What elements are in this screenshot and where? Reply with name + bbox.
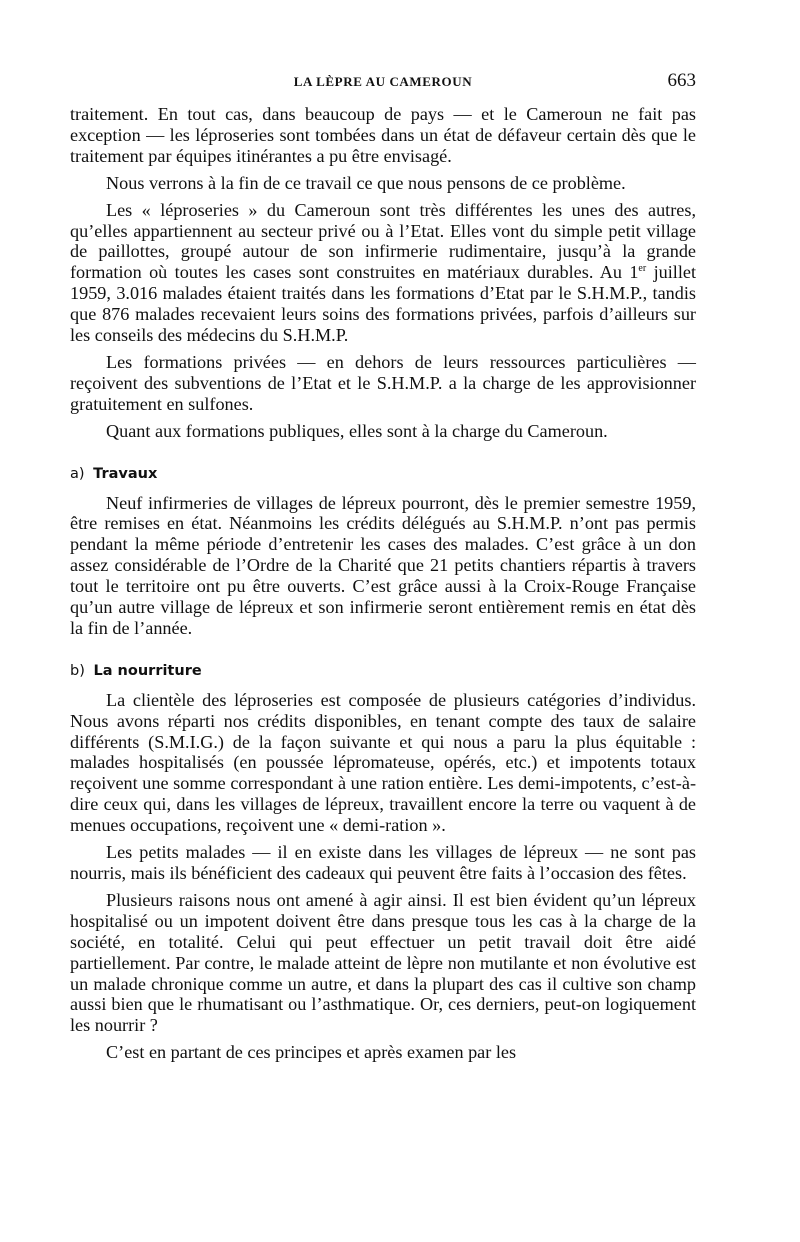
section-heading-travaux (70, 464, 696, 485)
paragraph-text: juillet 1959, 3.016 malades étaient traités dans les formations d’Etat par le S.H.M.P., tandis que 876 malades recevaient leurs soins des formations privées, parfois d’ailleurs sur les conseils des médecins du S.H.M.P. (70, 262, 696, 346)
section-letter: a) (70, 465, 85, 482)
section-letter: b) (70, 662, 85, 679)
paragraph: La clientèle des léproseries est composée de plusieurs catégories d’individus. Nous avons réparti nos crédits disponibles, en tenant compte des taux de salaire différents (S.M.I.G.) de la façon suivante et qui nous a paru la plus équitable : malades hospitalisés (en poussée lépromateuse, opérés, etc.) et impotents totaux reçoivent une somme correspondant à une ration entière. Les demi-impotents, c’est-à-dire ceux qui, dans les villages de lépreux, travaillent encore la terre ou vaquent à de menues occupations, reçoivent une « demi-ration ». (70, 689, 696, 836)
paragraph: Plusieurs raisons nous ont amené à agir ainsi. Il est bien évident qu’un lépreux hospitalisé ou un impotent doivent être dans presque tous les cas à la charge de la société, en totalité. Celui qui peut effectuer un petit travail doit être aidé partiellement. Par contre, le malade atteint de lèpre non mutilante et non évolutive est un malade chronique comme un autre, et dans la plupart des cas il cultive son champ aussi bien que le rhumatisant ou l’asthmatique. Or, ces derniers, peut-on logiquement les nourrir ? (70, 889, 696, 1036)
paragraph (70, 200, 696, 346)
page-number: 663 (667, 70, 696, 91)
paragraph-text: Les « léproseries » du Cameroun sont très différentes les unes des autres, qu’elles appartiennent au secteur privé ou à l’Etat. Elles vont du simple petit village de paillottes, groupé autour de son infirmerie rudimentaire, jusqu’à la grande formation où toutes les cases sont construites en matériaux durables. Au 1 (70, 199, 696, 283)
section-title: La nourriture (93, 662, 202, 679)
section-title: Travaux (93, 465, 158, 482)
ordinal-superscript: er (638, 263, 647, 275)
running-title: LA LÈPRE AU CAMEROUN (293, 74, 473, 89)
section-heading-nourriture (70, 661, 696, 682)
body-text (70, 104, 696, 1069)
paragraph: Quant aux formations publiques, elles sont à la charge du Cameroun. (106, 420, 608, 441)
paragraph: Nous verrons à la fin de ce travail ce que nous pensons de ce problème. (106, 172, 626, 193)
paragraph: Les formations privées — en dehors de leurs ressources particulières — reçoivent des subventions de l’Etat et le S.H.M.P. a la charge de les approvisionner gratuitement en sulfones. (70, 351, 696, 414)
page-header (70, 70, 696, 94)
paragraph: Neuf infirmeries de villages de lépreux pourront, dès le premier semestre 1959, être remises en état. Néanmoins les crédits délégués au S.H.M.P. n’ont pas permis pendant la même période d’entretenir les cases des malades. C’est grâce à un don assez considérable de l’Ordre de la Charité que 21 petits chantiers répartis à travers tout le territoire ont pu être ouverts. C’est grâce aussi à la Croix-Rouge Française qu’un autre village de lépreux et son infirmerie seront entièrement remis en état dès la fin de l’année. (70, 492, 696, 638)
paragraph: Les petits malades — il en existe dans les villages de lépreux — ne sont pas nourris, mais ils bénéficient des cadeaux qui peuvent être faits à l’occasion des fêtes. (70, 842, 696, 883)
paragraph: traitement. En tout cas, dans beaucoup de pays — et le Cameroun ne fait pas exception — les léproseries sont tombées dans un état de défaveur certain dès que le traitement par équipes itinérantes a pu être envisagé. (70, 104, 696, 166)
paragraph: C’est en partant de ces principes et après examen par les (106, 1042, 517, 1063)
